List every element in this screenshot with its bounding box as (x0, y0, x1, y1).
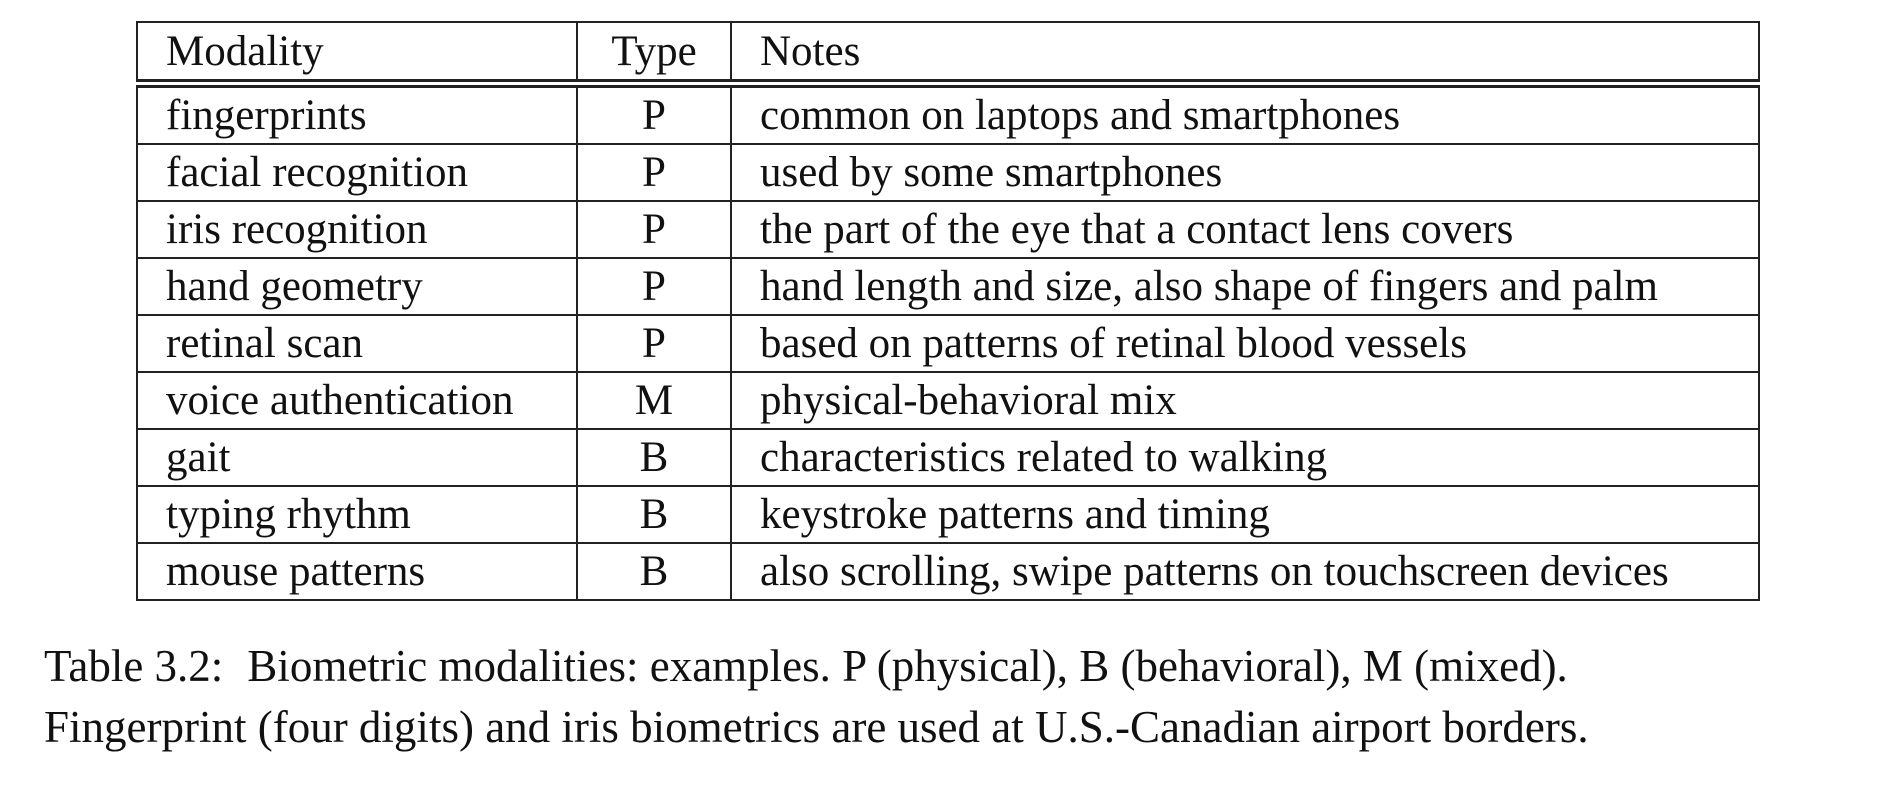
cell-modality: iris recognition (137, 201, 577, 258)
cell-notes: the part of the eye that a contact lens covers (731, 201, 1759, 258)
cell-modality: mouse patterns (137, 543, 577, 600)
table-row (137, 201, 1759, 258)
caption-line-2: Fingerprint (four digits) and iris biometrics are used at U.S.-Canadian airport borders. (44, 702, 1589, 752)
cell-type: B (577, 486, 731, 543)
cell-notes: also scrolling, swipe patterns on touchscreen devices (731, 543, 1759, 600)
biometric-table-container (136, 21, 1760, 601)
cell-notes: characteristics related to walking (731, 429, 1759, 486)
cell-modality: fingerprints (137, 84, 577, 145)
header-type: Type (577, 22, 731, 84)
cell-notes: common on laptops and smartphones (731, 84, 1759, 145)
table-row (137, 315, 1759, 372)
cell-type: P (577, 144, 731, 201)
biometric-modalities-table (136, 21, 1760, 601)
table-body (137, 84, 1759, 601)
table-row (137, 258, 1759, 315)
cell-type: B (577, 543, 731, 600)
cell-notes: keystroke patterns and timing (731, 486, 1759, 543)
cell-modality: retinal scan (137, 315, 577, 372)
cell-notes: based on patterns of retinal blood vessels (731, 315, 1759, 372)
table-row (137, 429, 1759, 486)
cell-type: P (577, 201, 731, 258)
cell-type: M (577, 372, 731, 429)
header-notes: Notes (731, 22, 1759, 84)
cell-notes: used by some smartphones (731, 144, 1759, 201)
caption-text-1: Biometric modalities: examples. P (physical), B (behavioral), M (mixed). (247, 641, 1568, 691)
table-row (137, 84, 1759, 145)
table-header-row (137, 22, 1759, 84)
cell-modality: voice authentication (137, 372, 577, 429)
cell-type: P (577, 258, 731, 315)
caption-label: Table 3.2: (44, 641, 224, 691)
cell-notes: physical-behavioral mix (731, 372, 1759, 429)
table-row (137, 144, 1759, 201)
table-caption (44, 636, 1854, 758)
caption-line-1 (44, 636, 1854, 697)
cell-type: P (577, 84, 731, 145)
cell-modality: facial recognition (137, 144, 577, 201)
table-row (137, 543, 1759, 600)
cell-notes: hand length and size, also shape of fingers and palm (731, 258, 1759, 315)
cell-modality: hand geometry (137, 258, 577, 315)
cell-type: B (577, 429, 731, 486)
table-row (137, 486, 1759, 543)
cell-modality: gait (137, 429, 577, 486)
cell-modality: typing rhythm (137, 486, 577, 543)
table-row (137, 372, 1759, 429)
header-modality: Modality (137, 22, 577, 84)
cell-type: P (577, 315, 731, 372)
